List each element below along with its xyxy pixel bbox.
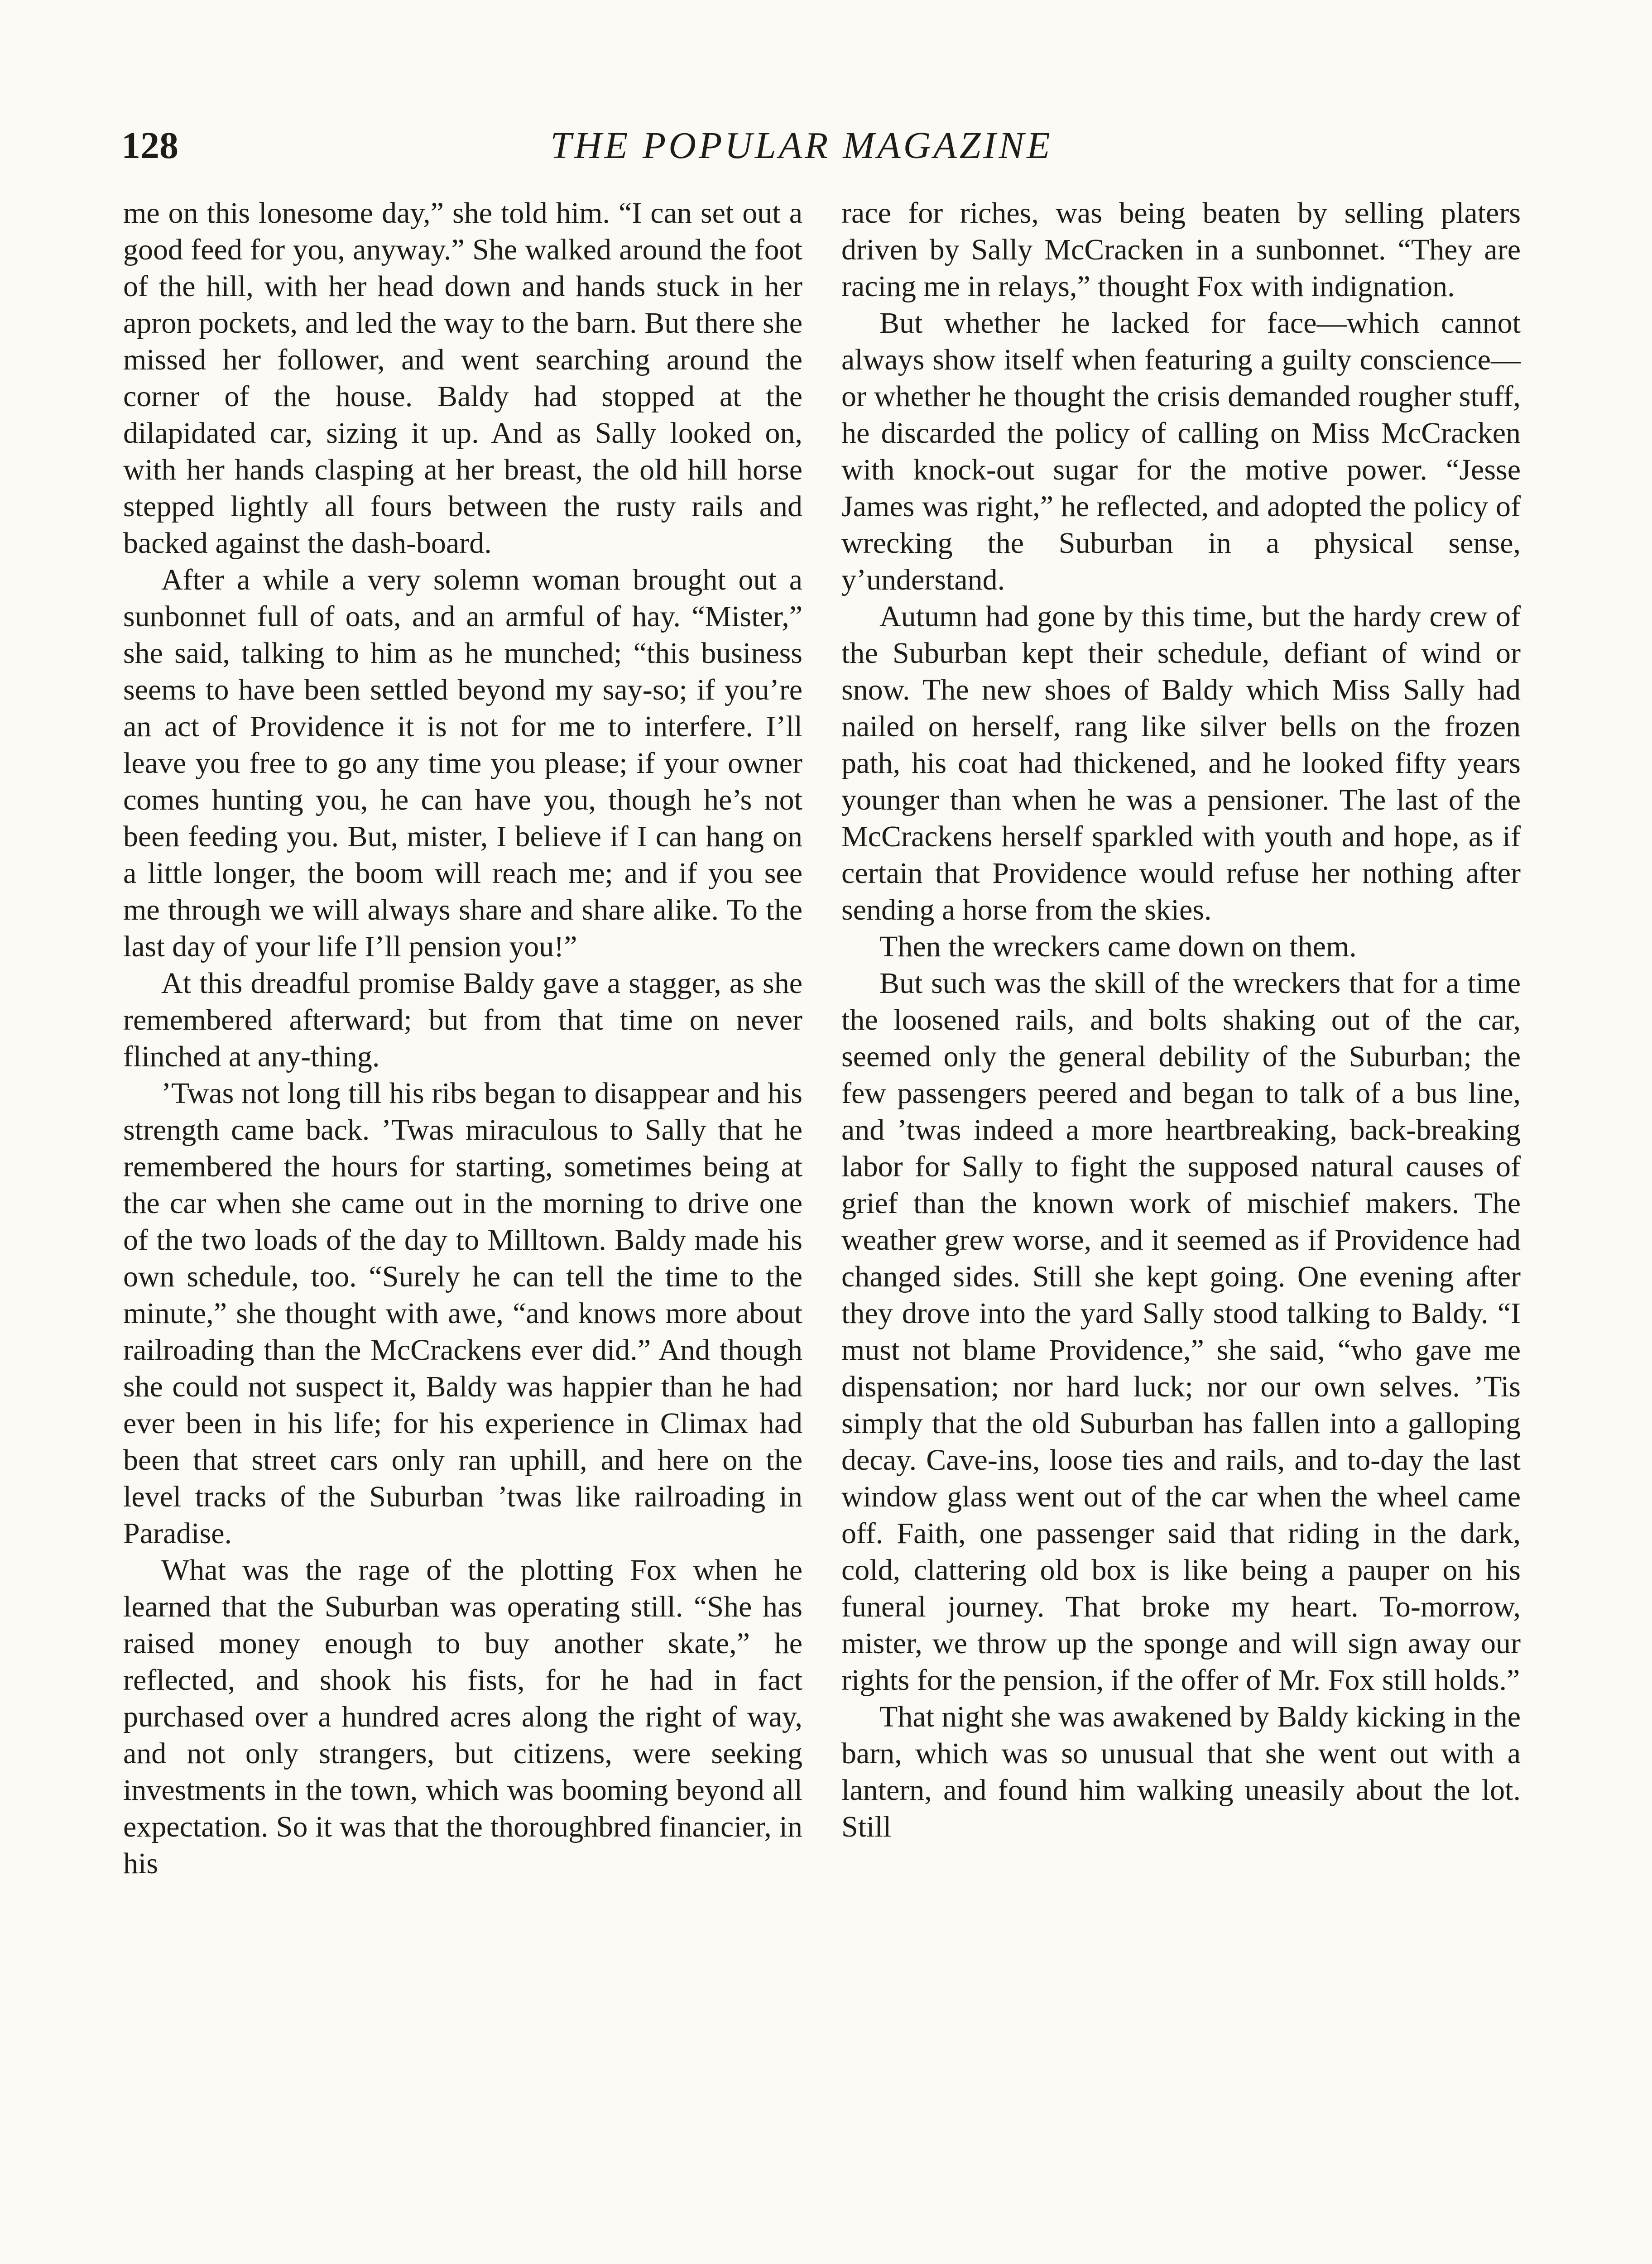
paragraph: But such was the skill of the wreckers that for a time the loosened rails, and bolts shaking out of the car, seemed only the general debility of the Suburban; the few passengers peered and began to talk of a bus line, and ’twas indeed a more heartbreaking, back-breaking labor for Sally to fight the supposed natural causes of grief than the known work of mischief makers. The weather grew worse, and it seemed as if Providence had changed sides. Still she kept going. One evening after they drove into the yard Sally stood talking to Baldy. “I must not blame Providence,” she said, “who gave me dispensation; nor hard luck; nor our own selves. ’Tis simply that the old Suburban has fallen into a galloping decay. Cave-ins, loose ties and rails, and to-day the last window glass went out of the car when the wheel came off. Faith, one passenger said that riding in the dark, cold, clattering old box is like being a pauper on his funeral journey. That broke my heart. To-morrow, mister, we throw up the sponge and will sign away our rights for the pension, if the offer of Mr. Fox still holds.” [841, 967, 1521, 1697]
paragraph: After a while a very solemn woman brought out a sunbonnet full of oats, and an armful of hay. “Mister,” she said, talking to him as he munched; “this business seems to have been settled beyond my say-so; if you’re an act of Providence it is not for me to interfere. I’ll leave you free to go any time you please; if your owner comes hunting you, he can have you, though he’s not been feeding you. But, mister, I believe if I can hang on a little longer, the boom will reach me; and if you see me through we will always share and share alike. To the last day of your life I’ll pension you!” [123, 563, 802, 963]
page-number: 128 [121, 125, 178, 167]
paragraph: What was the rage of the plotting Fox when he learned that the Suburban was operating still. “She has raised money enough to buy another skate,” he reflected, and shook his fists, for he had in fact purchased over a hundred acres along the right of way, and not only strangers, but citizens, were seeking investments in the town, which was booming beyond all expectation. So it was that the thoroughbred financier, in his [123, 1554, 802, 1880]
paragraph: But whether he lacked for face—which cannot always show itself when featuring a guilty conscience—or whether he thought the crisis demanded rougher stuff, he discarded the policy of calling on Miss McCracken with knock-out sugar for the motive power. “Jesse James was right,” he reflected, and adopted the policy of wrecking the Suburban in a physical sense, y’understand. [841, 307, 1521, 596]
paragraph: Autumn had gone by this time, but the hardy crew of the Suburban kept their schedule, defiant of wind or snow. The new shoes of Baldy which Miss Sally had nailed on herself, rang like silver bells on the frozen path, his coat had thickened, and he looked fifty years younger than when he was a pensioner. The last of the McCrackens herself sparkled with youth and hope, as if certain that Providence would refuse her nothing after sending a horse from the skies. [841, 600, 1521, 926]
left-column [123, 195, 802, 1882]
paragraph: race for riches, was being beaten by selling platers driven by Sally McCracken in a sunbonnet. “They are racing me in relays,” thought Fox with indignation. [841, 197, 1521, 303]
paragraph: ’Twas not long till his ribs began to disappear and his strength came back. ’Twas miraculous to Sally that he remembered the hours for starting, sometimes being at the car when she came out in the morning to drive one of the two loads of the day to Milltown. Baldy made his own schedule, too. “Surely he can tell the time to the minute,” she thought with awe, “and knows more about railroading than the McCrackens ever did.” And though she could not suspect it, Baldy was happier than he had ever been in his life; for his experience in Climax had been that street cars only ran uphill, and here on the level tracks of the Suburban ’twas like railroading in Paradise. [123, 1077, 802, 1550]
paragraph: At this dreadful promise Baldy gave a stagger, as she remembered afterward; but from that time on never flinched at any-thing. [123, 967, 802, 1073]
right-column [841, 195, 1521, 1845]
paragraph: That night she was awakened by Baldy kicking in the barn, which was so unusual that she went out with a lantern, and found him walking uneasily about the lot. Still [841, 1700, 1521, 1843]
paragraph: me on this lonesome day,” she told him. “I can set out a good feed for you, anyway.” She walked around the foot of the hill, with her head down and hands stuck in her apron pockets, and led the way to the barn. But there she missed her follower, and went searching around the corner of the house. Baldy had stopped at the dilapidated car, sizing it up. And as Sally looked on, with her hands clasping at her breast, the old hill horse stepped lightly all fours between the rusty rails and backed against the dash-board. [123, 197, 802, 560]
running-head: THE POPULAR MAGAZINE [550, 125, 1053, 167]
paragraph: Then the wreckers came down on them. [879, 930, 1357, 963]
